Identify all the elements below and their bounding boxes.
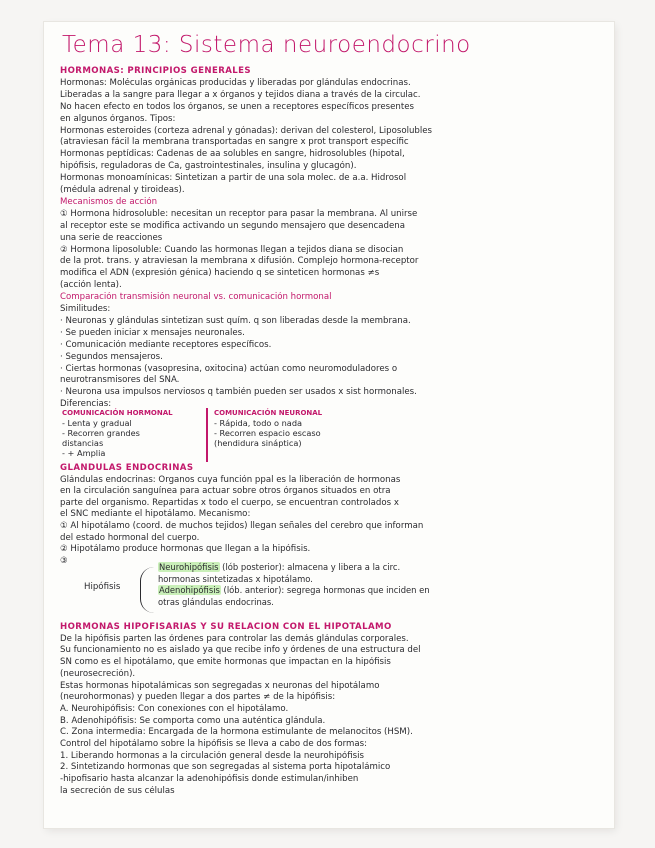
column-head-neuronal: COMUNICACIÓN NEURONAL xyxy=(214,409,323,417)
note-line: ① Hormona hidrosoluble: necesitan un receptor para pasar la membrana. Al unirse xyxy=(60,208,418,219)
note-line: de la prot. trans. y atraviesan la membrana x difusión. Complejo hormona-receptor xyxy=(60,256,419,267)
note-line: Hormonas: Moléculas orgánicas producidas y liberadas por glándulas endocrinas. xyxy=(60,77,411,88)
note-line: ② Hipotálamo produce hormonas que llegan a la hipófisis. xyxy=(60,544,311,555)
note-line: Hormonas esteroides (corteza adrenal y gónadas): derivan del colesterol, Liposolubles xyxy=(60,125,433,136)
note-line: en algunos órganos. Tipos: xyxy=(60,113,176,124)
note-line: la secreción de sus células xyxy=(60,785,175,796)
note-line: Glándulas endocrinas: Órganos cuya función ppal es la liberación de hormonas xyxy=(60,474,401,485)
note-line: en la circulación sanguínea para actuar sobre otros órganos situados en otra xyxy=(60,486,391,497)
note-line: A. Neurohipófisis: Con conexiones con el hipotálamo. xyxy=(60,703,289,714)
hipofisis-line: Neurohipófisis (lób posterior): almacena y libera a la circ. xyxy=(159,562,401,572)
note-line: Similitudes: xyxy=(60,304,111,314)
note-line: · Neurona usa impulsos nerviosos q también pueden ser usados x sist hormonales. xyxy=(60,387,417,398)
section-heading: HORMONAS HIPOFISARIAS Y SU RELACIÓN CON EL HIPOTÁLAMO xyxy=(60,622,392,632)
note-line: Su funcionamiento no es aislado ya que recibe info y órdenes de una estructura del xyxy=(60,645,421,656)
note-line: SN como es el hipotálamo, que emite hormonas que impactan en la hipófisis xyxy=(60,657,391,668)
note-line: (atraviesan fácil la membrana transportadas en sangre x prot transport específic xyxy=(60,137,409,148)
note-line: parte del organismo. Repartidas x todo el cuerpo, se encuentran controlados x xyxy=(60,497,399,508)
note-line: al receptor este se modifica activando un segundo mensajero que desencadena xyxy=(60,220,405,231)
note-line: 2. Sintetizando hormonas que son segregadas al sistema porta hipotalámico xyxy=(60,762,391,773)
hipofisis-details xyxy=(158,562,430,608)
note-line: No hacen efecto en todos los órganos, se unen a receptores específicos presentes xyxy=(60,101,414,112)
section-heading: GLÁNDULAS ENDOCRINAS xyxy=(60,463,194,473)
hipofisis-line: Adenohipófisis (lób. anterior): segrega hormonas que inciden en xyxy=(159,585,430,595)
note-line: Liberadas a la sangre para llegar a x órganos y tejidos diana a través de la circulac. xyxy=(60,89,421,100)
note-line: Hormonas peptídicas: Cadenas de aa solubles en sangre, hidrosolubles (hipotal, xyxy=(60,149,405,160)
note-line: (neurohormonas) y pueden llegar a dos partes ≠ de la hipófisis: xyxy=(60,692,336,703)
note-line: Control del hipotálamo sobre la hipófisis se lleva a cabo de dos formas: xyxy=(60,739,367,749)
diferencias-hormonal-column xyxy=(62,408,173,458)
note-line: · Se pueden iniciar x mensajes neuronales. xyxy=(60,327,245,338)
column-head-hormonal: COMUNICACIÓN HORMONAL xyxy=(62,409,173,417)
diff-item: - Lenta y gradual xyxy=(62,418,132,428)
page-title: Tema 13: Sistema neuroendocrino xyxy=(62,32,471,58)
hipofisis-line: hormonas sintetizadas x hipotálamo. xyxy=(158,573,313,584)
brace xyxy=(140,567,155,613)
note-line: neurotransmisores del SNA. xyxy=(60,375,180,386)
note-line: · Ciertas hormonas (vasopresina, oxitocina) actúan como neuromoduladores o xyxy=(60,363,398,374)
diff-item: (hendidura sináptica) xyxy=(214,438,302,448)
subheading: Mecanismos de acción xyxy=(60,196,158,207)
note-line: el SNC mediante el hipotálamo. Mecanismo: xyxy=(60,509,251,520)
note-line: Hormonas monoamínicas: Sintetizan a partir de una sola molec. de a.a. Hidrosol xyxy=(60,173,407,184)
hipofisis-line: otras glándulas endocrinas. xyxy=(158,596,274,607)
note-line: 1. Liberando hormonas a la circulación general desde la neurohipófisis xyxy=(60,750,364,761)
section-heading: HORMONAS: PRINCIPIOS GENERALES xyxy=(60,66,252,76)
diff-item: - Rápida, todo o nada xyxy=(214,418,303,428)
notes-page xyxy=(44,22,614,828)
note-line: Estas hormonas hipotalámicas son segregadas x neuronas del hipotálamo xyxy=(60,680,380,691)
note-line: · Comunicación mediante receptores específicos. xyxy=(60,339,272,350)
note-line: (médula adrenal y tiroideas). xyxy=(60,185,185,195)
note-line: Diferencias: xyxy=(60,399,112,410)
diff-item: distancias xyxy=(62,438,104,448)
note-line: una serie de reacciones xyxy=(60,232,163,243)
diff-item: - Recorren espacio escaso xyxy=(214,428,321,438)
note-line: · Segundos mensajeros. xyxy=(60,351,163,362)
note-line: hipófisis, reguladoras de Ca, gastrointestinales, insulina y glucagón). xyxy=(60,161,357,172)
note-line: De la hipófisis parten las órdenes para controlar las demás glándulas corporales. xyxy=(60,633,409,644)
hipofisis-label: Hipófisis xyxy=(84,582,121,592)
note-line: del estado hormonal del cuerpo. xyxy=(60,532,200,543)
diferencias-neuronal-column xyxy=(214,408,322,448)
note-line: · Neuronas y glándulas sintetizan sust quím. q son liberadas desde la membrana. xyxy=(60,315,411,326)
column-divider xyxy=(206,408,208,462)
note-line: modifica el ADN (expresión génica) haciendo q se sinteticen hormonas ≠s xyxy=(60,268,380,279)
diff-item: - + Amplia xyxy=(62,448,106,458)
note-line: ③ xyxy=(60,555,68,566)
note-line: ② Hormona liposoluble: Cuando las hormonas llegan a tejidos diana se disocian xyxy=(60,244,404,255)
note-line: C. Zona intermedia: Encargada de la hormona estimulante de melanocitos (HSM). xyxy=(60,727,413,738)
note-line: -hipofisario hasta alcanzar la adenohipófisis donde estimulan/inhiben xyxy=(60,774,359,785)
note-line: (neurosecreción). xyxy=(60,668,136,679)
subheading: Comparación transmisión neuronal vs. comunicación hormonal xyxy=(60,292,332,303)
note-line: ① Al hipotálamo (coord. de muchos tejidos) llegan señales del cerebro que informan xyxy=(60,521,424,531)
note-line: (acción lenta). xyxy=(60,280,122,291)
note-line: B. Adenohipófisis: Se comporta como una auténtica glándula. xyxy=(60,715,326,726)
diff-item: - Recorren grandes xyxy=(62,428,140,438)
